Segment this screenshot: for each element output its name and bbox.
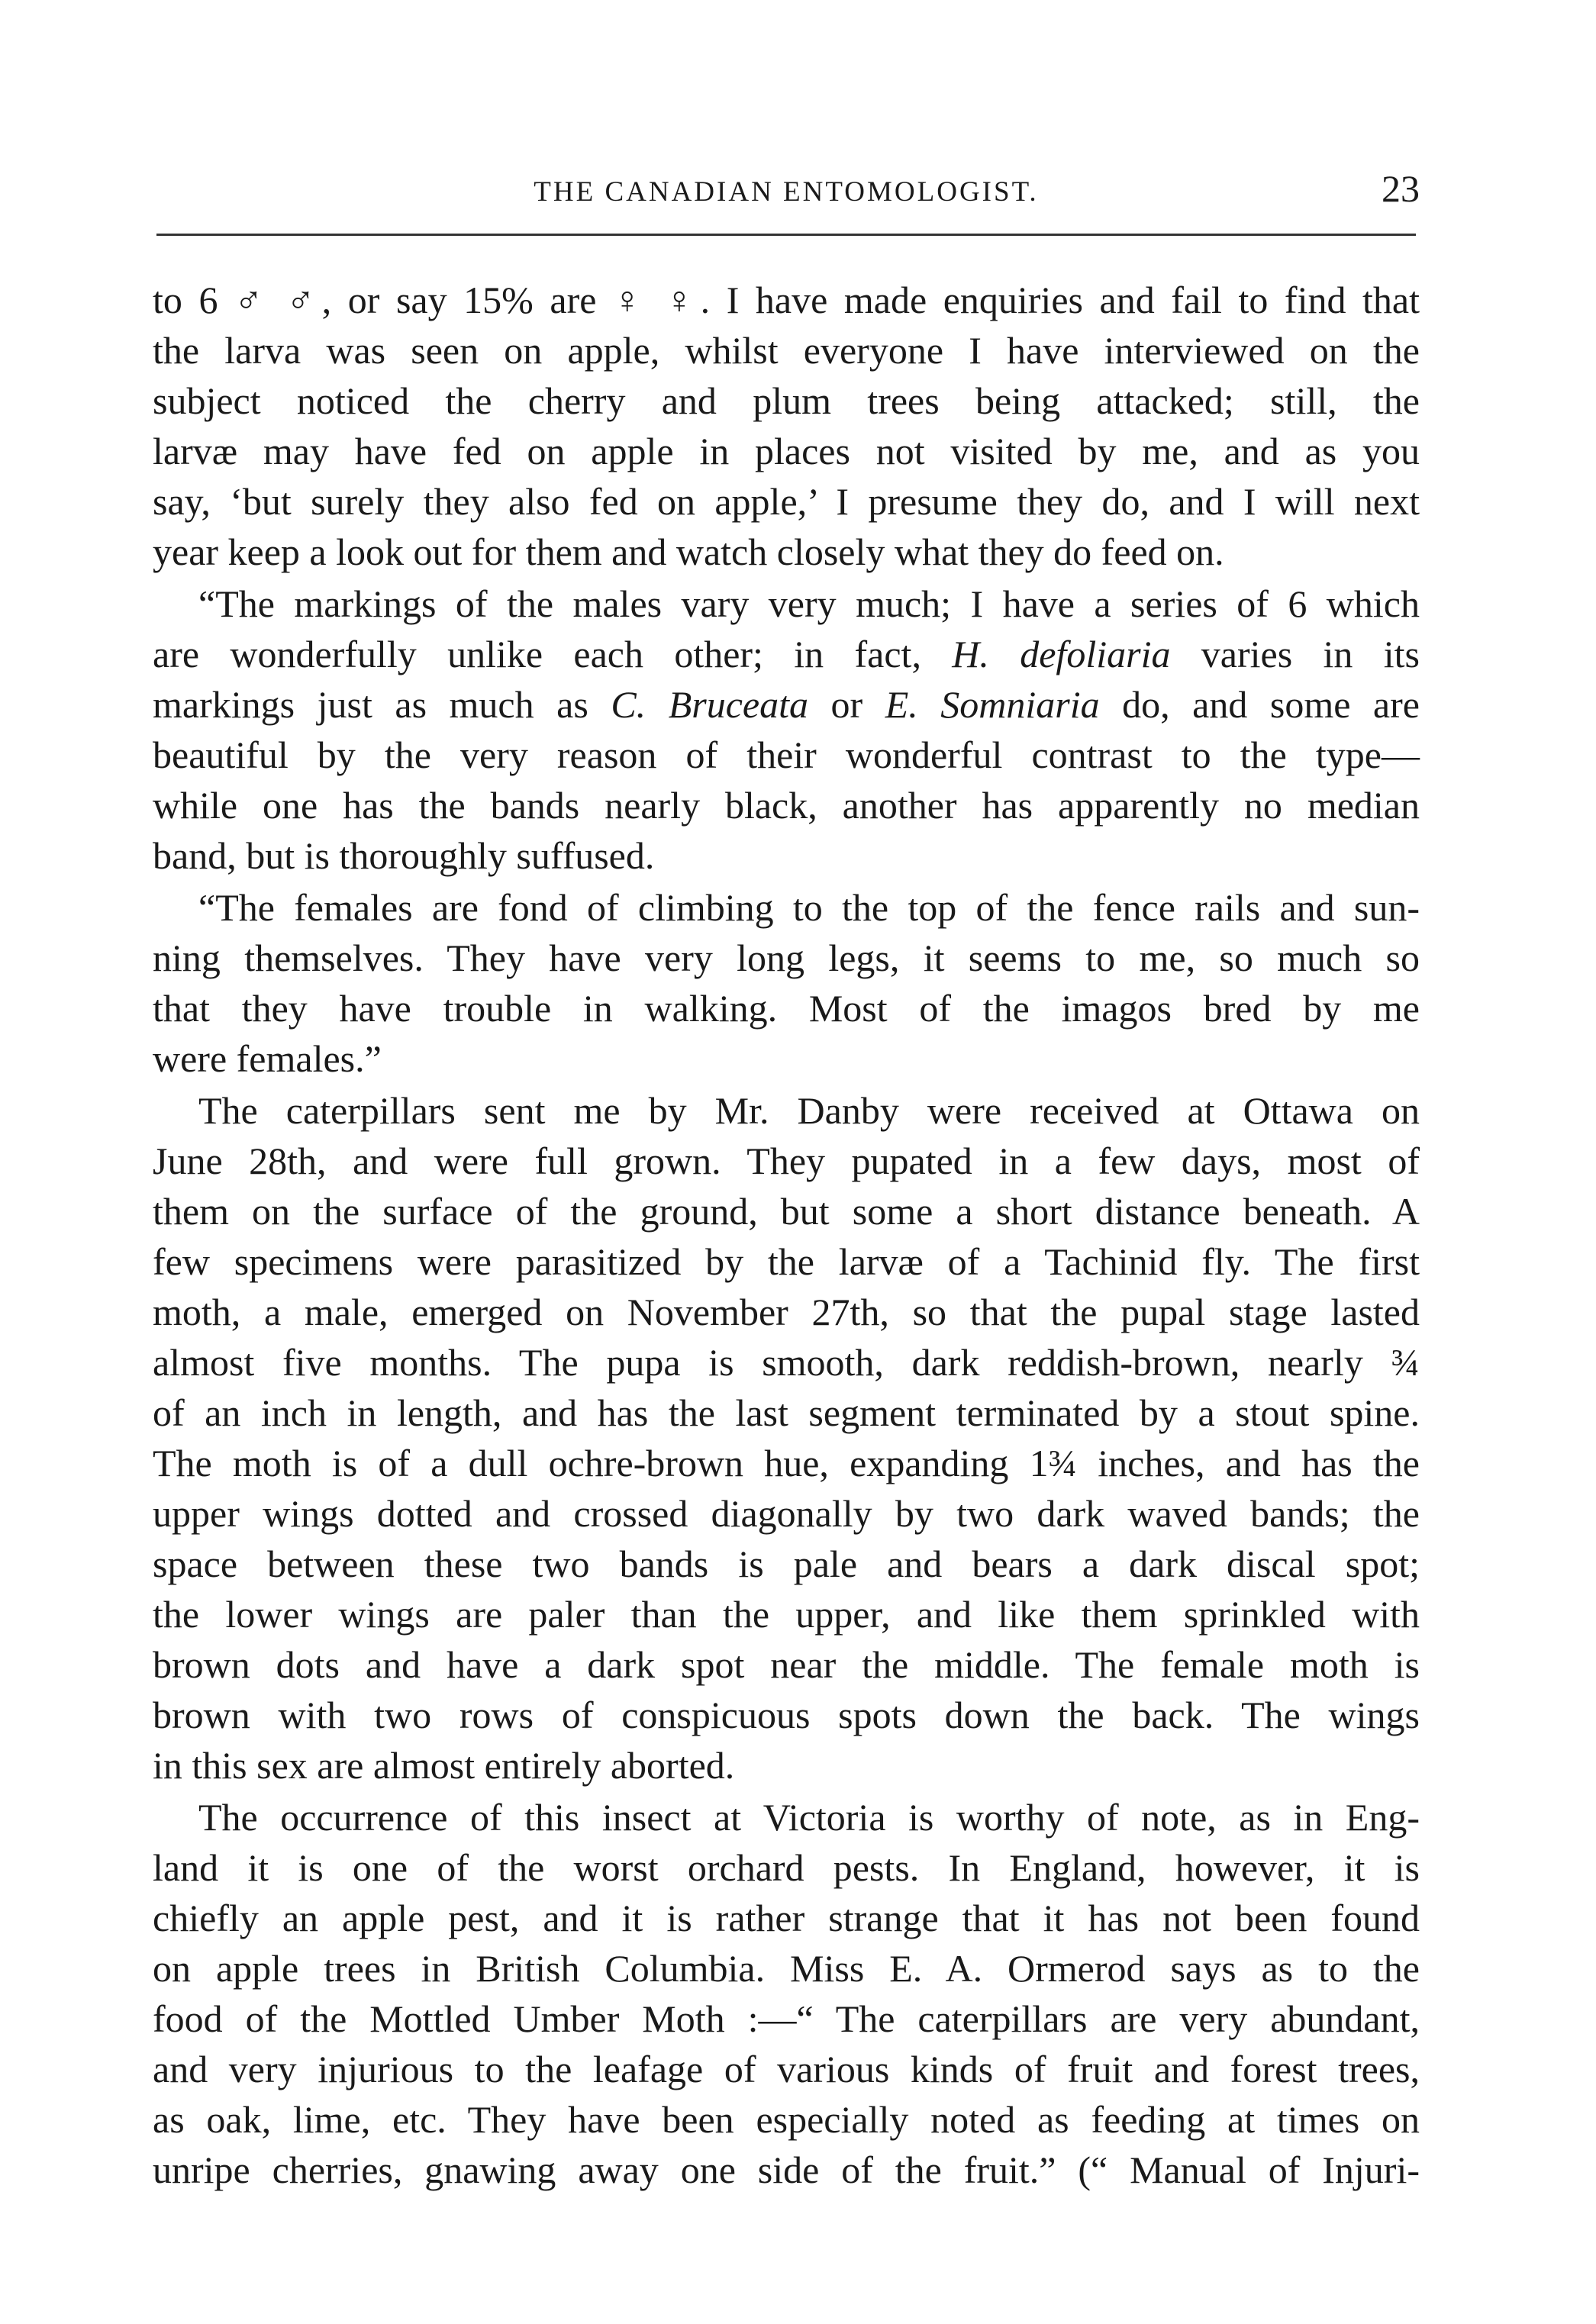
text-line: The occurrence of this insect at Victoria is worthy of note, as in Eng- [198,1796,1420,1839]
text-line: June 28th, and were full grown. They pupated in a few days, most of [153,1139,1420,1182]
paragraph [153,1792,1420,2195]
text-line: markings just as much as C. Bruceata or E. Somniaria do, and some are [153,683,1420,726]
text-line: beautiful by the very reason of their wonderful contrast to the type— [153,733,1420,776]
header-rule [156,234,1416,236]
text-line: of an inch in length, and has the last segment terminated by a stout spine. [153,1391,1420,1434]
text-line: the lower wings are paler than the upper, and like them sprinkled with [153,1593,1420,1636]
text-line: upper wings dotted and crossed diagonally by two dark waved bands; the [153,1492,1420,1535]
text-line: year keep a look out for them and watch closely what they do feed on. [153,530,1224,573]
text-line: few specimens were parasitized by the larvæ of a Tachinid fly. The first [153,1240,1420,1283]
text-line: are wonderfully unlike each other; in fact, H. defoliaria varies in its [153,633,1420,675]
text-line: in this sex are almost entirely aborted. [153,1744,735,1787]
text-line: space between these two bands is pale and bears a dark discal spot; [153,1542,1420,1585]
text-line: as oak, lime, etc. They have been especially noted as feeding at times on [153,2098,1420,2141]
text-line: the larva was seen on apple, whilst everyone I have interviewed on the [153,329,1420,372]
text-line: were females.” [153,1037,382,1080]
paragraph [153,882,1420,1084]
text-line: them on the surface of the ground, but some a short distance beneath. A [153,1190,1420,1233]
text-line: “The markings of the males vary very much; I have a series of 6 which [198,582,1420,625]
text-line: while one has the bands nearly black, another has apparently no median [153,784,1420,827]
page-header [153,160,1420,210]
text-line: and very injurious to the leafage of various kinds of fruit and forest trees, [153,2048,1420,2090]
text-line: moth, a male, emerged on November 27th, so that the pupal stage lasted [153,1291,1420,1333]
text-line: larvæ may have fed on apple in places not visited by me, and as you [153,430,1420,472]
text-line: ning themselves. They have very long legs, it seems to me, so much so [153,936,1420,979]
paragraph [153,275,1420,577]
text-line: say, ‘but surely they also fed on apple,’ I presume they do, and I will next [153,480,1420,523]
text-line: chiefly an apple pest, and it is rather strange that it has not been found [153,1897,1420,1939]
text-line: band, but is thoroughly suffused. [153,834,655,877]
text-line: land it is one of the worst orchard pests. In England, however, it is [153,1846,1420,1889]
text-line: “The females are fond of climbing to the top of the fence rails and sun- [198,886,1420,929]
running-head: THE CANADIAN ENTOMOLOGIST. [534,176,1039,208]
paragraph [153,579,1420,881]
text-line: brown dots and have a dark spot near the middle. The female moth is [153,1643,1420,1686]
page-number: 23 [1382,167,1420,210]
body-text [153,275,1420,2197]
text-line: almost five months. The pupa is smooth, dark reddish-brown, nearly ¾ [153,1341,1420,1384]
text-line: that they have trouble in walking. Most of the imagos bred by me [153,987,1420,1030]
text-line: brown with two rows of conspicuous spots down the back. The wings [153,1694,1420,1736]
text-line: The moth is of a dull ochre-brown hue, expanding 1¾ inches, and has the [153,1442,1420,1484]
text-line: on apple trees in British Columbia. Miss E. A. Ormerod says as to the [153,1947,1420,1990]
text-line: to 6 ♂ ♂, or say 15% are ♀ ♀. I have made enquiries and fail to find that [153,279,1420,321]
text-line: subject noticed the cherry and plum trees being attacked; still, the [153,379,1420,422]
text-line: The caterpillars sent me by Mr. Danby were received at Ottawa on [198,1089,1420,1132]
paragraph [153,1085,1420,1791]
text-line: food of the Mottled Umber Moth :—“ The caterpillars are very abundant, [153,1997,1420,2040]
text-line: unripe cherries, gnawing away one side of the fruit.” (“ Manual of Injuri- [153,2148,1420,2191]
